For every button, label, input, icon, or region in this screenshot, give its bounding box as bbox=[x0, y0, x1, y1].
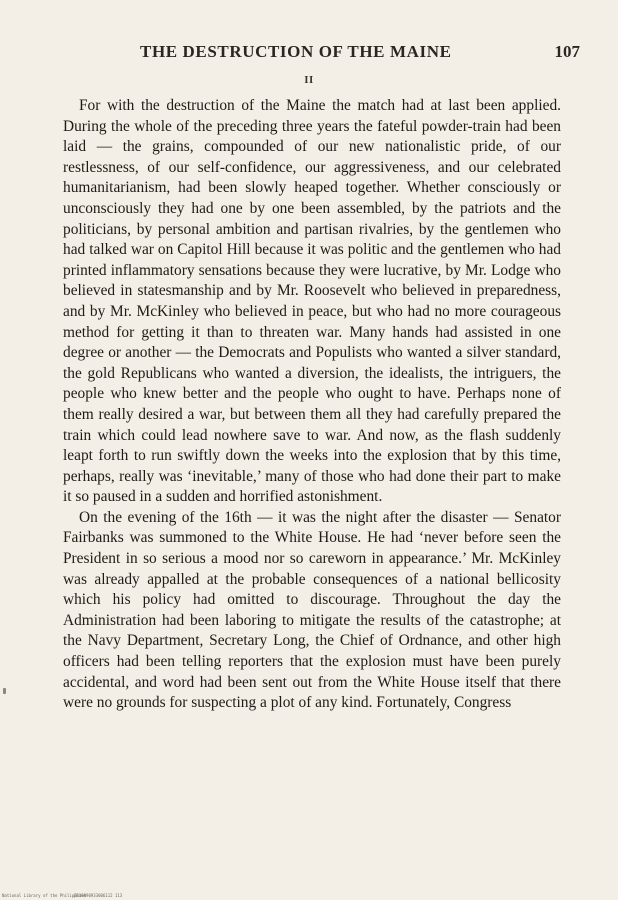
paragraph-2: On the evening of the 16th — it was the night after the disaster — Senator Fairbanks was summoned to the White House. He had ‘never before seen the President in so serious a mood nor so careworn in appearance.’ Mr. McKinley was already appalled at the probable consequences of a national bellicosity which his policy had omitted to discourage. Throughout the day the Administration had been laboring to mitigate the results of the catastrophe; at the Navy Department, Secretary Long, the Chief of Ordnance, and other high officers had been telling reporters that the explosion must have been purely accidental, and word had been sent out from the White House itself that there were no grounds for suspecting a plot of any kind. Fortunately, Congress bbox=[63, 508, 561, 712]
body-text bbox=[63, 96, 561, 714]
running-title: THE DESTRUCTION OF THE MAINE bbox=[140, 42, 452, 61]
page-number: 107 bbox=[554, 42, 580, 61]
scan-code: ER19890933006112 113 bbox=[74, 893, 123, 898]
section-number: II bbox=[304, 74, 314, 86]
library-stamp: National Library of the Philippines bbox=[2, 893, 87, 898]
page-edge-mark bbox=[3, 688, 6, 694]
paragraph-1: For with the destruction of the Maine the match had at last been applied. During the whole of the preceding three years the fateful powder-train had been laid — the grains, compounded of our new nationalistic pride, of our restlessness, of our self-confidence, our aggressiveness, and our celebrated humanitarianism, had been slowly heaped together. Whether consciously or unconsciously they had one by one been assembled, by the patriots and the politicians, by personal ambition and partisan rivalries, by the gentlemen who had talked war on Capitol Hill because it was politic and the gentlemen who had printed inflammatory sensations because they were lucrative, by Mr. Lodge who believed in statesmanship and by Mr. Roosevelt who believed in preparedness, and by Mr. McKinley who believed in peace, but who had no more courageous method for getting it than to threaten war. Many hands had assisted in one degree or another — the Democrats and Populists who wanted a silver standard, the gold Republicans who wanted a diversion, the idealists, the intriguers, the people who knew better and the people who ought to have. Perhaps none of them really desired a war, but between them all they had carefully prepared the train which could lead nowhere save to war. And now, as the flash suddenly leapt forth to run swiftly down the weeks into the explosion that by this time, perhaps, really was ‘inevitable,’ many of those who had done their part to make it so paused in a sudden and horrified astonishment. bbox=[63, 97, 561, 506]
running-head bbox=[60, 42, 580, 66]
